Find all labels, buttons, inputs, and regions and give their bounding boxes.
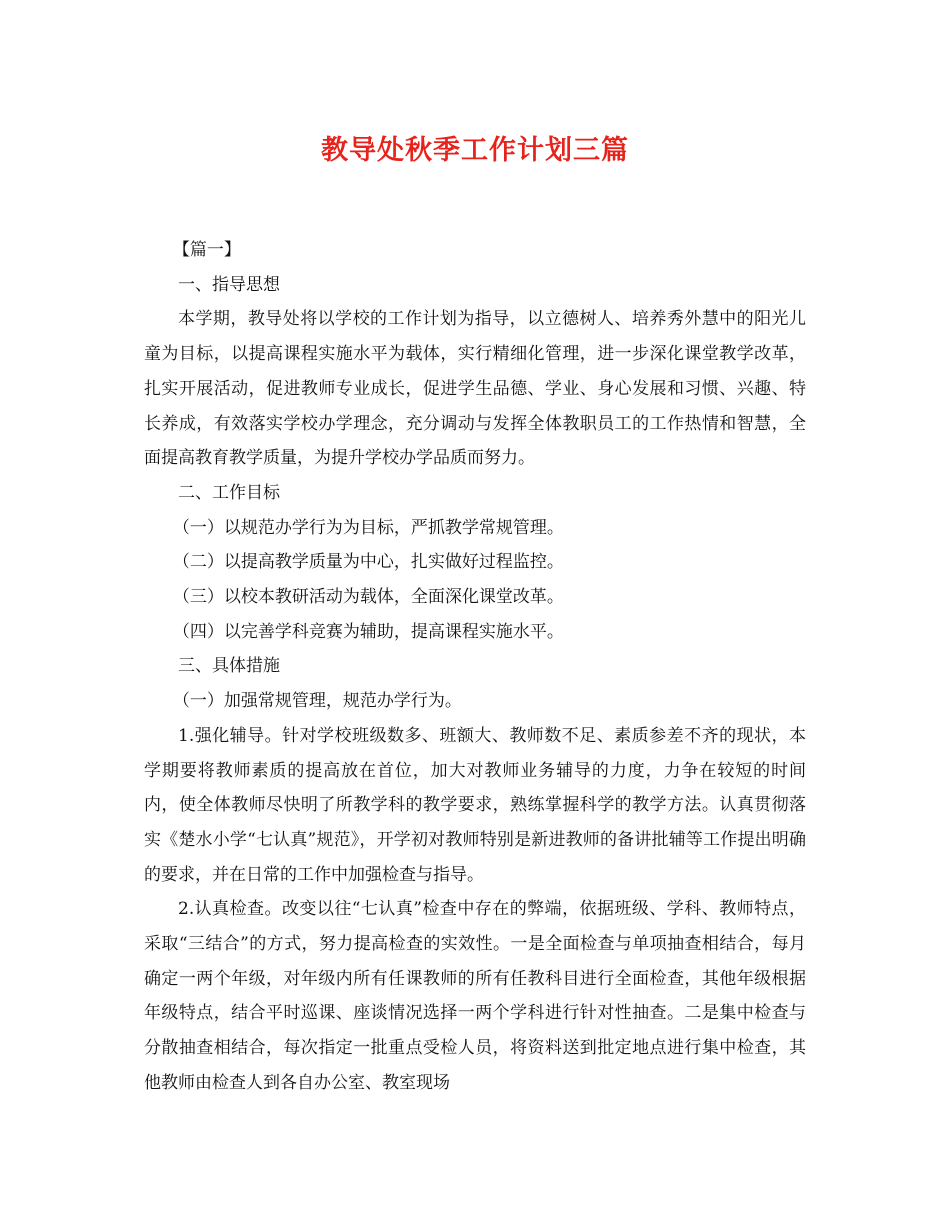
- section-label: 【篇一】: [172, 240, 241, 260]
- document-body: [144, 233, 806, 1101]
- paragraph-measure-2: 2.认真检查。改变以往“七认真”检查中存在的弊端，依据班级、学科、教师特点，采取“三结合”的方式，努力提高检查的实效性。一是全面检查与单项抽查相结合，每月确定一两个年级，对年级内所有任课教师的所有任教科目进行全面检查，其他年级根据年级特点，结合平时巡课、座谈情况选择一两个学科进行针对性抽查。二是集中检查与分散抽查相结合，每次指定一批重点受检人员，将资料送到批定地点进行集中检查，其他教师由检查人到各自办公室、教室现场: [144, 899, 806, 1093]
- goal-item-1: （一）以规范办学行为为目标，严抓教学常规管理。: [172, 517, 564, 538]
- paragraph-guiding-ideology: 本学期，教导处将以学校的工作计划为指导，以立德树人、培养秀外慧中的阳光儿童为目标，以提高课程实施水平为载体，实行精细化管理，进一步深化课堂教学改革，扎实开展活动，促进教师专业成长，促进学生品德、学业、身心发展和习惯、兴趣、特长养成，有效落实学校办学理念，充分调动与发挥全体教职员工的工作热情和智慧，全面提高教育教学质量，为提升学校办学品质而努力。: [144, 309, 806, 469]
- document-title: 教导处秋季工作计划三篇: [321, 135, 629, 166]
- paragraph-measure-1: 1.强化辅导。针对学校班级数多、班额大、教师数不足、素质参差不齐的现状，本学期要将教师素质的提高放在首位，加大对教师业务辅导的力度，力争在较短的时间内，使全体教师尽快明了所教学科的教学要求，熟练掌握科学的教学方法。认真贯彻落实《楚水小学“七认真”规范》，开学初对教师特别是新进教师的备讲批辅等工作提出明确的要求，并在日常的工作中加强检查与指导。: [144, 725, 806, 885]
- section-heading-work-goals: 二、工作目标: [178, 482, 280, 503]
- measure-subheading-1: （一）加强常规管理，规范办学行为。: [172, 691, 462, 712]
- goal-item-4: （四）以完善学科竞赛为辅助，提高课程实施水平。: [172, 621, 564, 642]
- section-heading-guiding-ideology: 一、指导思想: [178, 274, 280, 295]
- section-heading-measures: 三、具体措施: [178, 656, 280, 677]
- goal-item-3: （三）以校本教研活动为载体，全面深化课堂改革。: [172, 587, 564, 608]
- goal-item-2: （二）以提高教学质量为中心，扎实做好过程监控。: [172, 552, 564, 573]
